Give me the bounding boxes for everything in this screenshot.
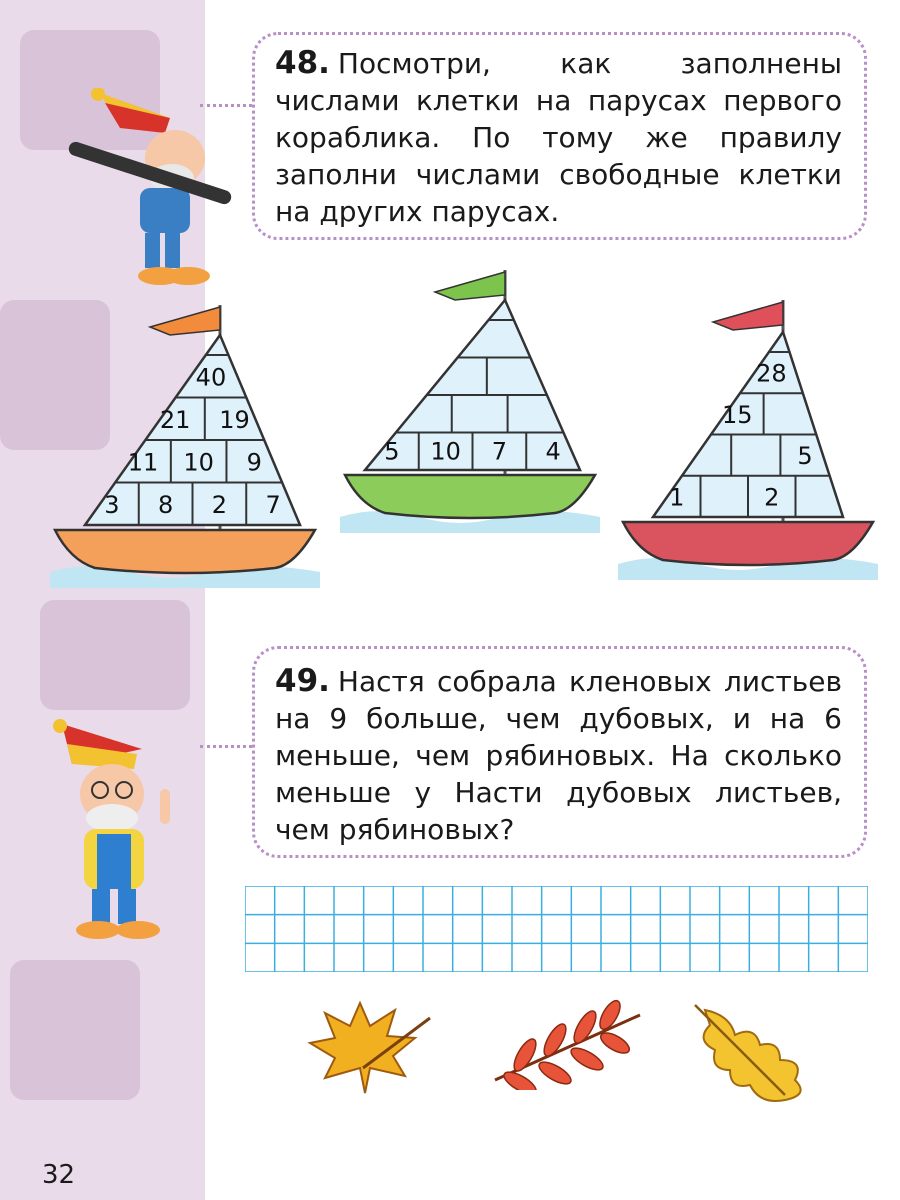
- flag: [713, 302, 783, 330]
- sail-cell-number: 40: [195, 363, 227, 392]
- puzzle-piece: [10, 960, 140, 1100]
- oak-leaf-icon: [690, 1000, 820, 1105]
- hull: [55, 530, 315, 573]
- boat-2: [340, 265, 600, 545]
- task-49-text: [275, 663, 842, 848]
- hull: [345, 475, 595, 518]
- task-48-text: [275, 45, 842, 230]
- sail-cell-number: 15: [722, 400, 753, 429]
- sail-cell-number: 7: [265, 491, 281, 520]
- flag: [435, 272, 505, 300]
- task-49-body: Настя собрала кленовых листьев на 9 больше, чем дубовых, и на 6 меньше, чем рябиновых. На сколько меньше у Насти дубовых листьев, чем рябиновых?: [275, 665, 842, 846]
- sail-cell-number: 5: [384, 437, 400, 466]
- sail-cell-number: 5: [797, 442, 813, 471]
- boat-3: [618, 292, 878, 587]
- sail-cell-number: 8: [157, 491, 174, 520]
- sail-cell-number: 10: [183, 448, 214, 477]
- gnome-with-pen-icon: [60, 88, 240, 288]
- flag: [150, 307, 220, 335]
- puzzle-piece: [40, 600, 190, 710]
- dotted-connector: [200, 745, 252, 748]
- gnome-pointing-icon: [42, 714, 202, 944]
- maple-leaf-icon: [305, 998, 435, 1098]
- sail-cell-number: 9: [246, 448, 262, 477]
- sail-cell-number: 4: [545, 437, 561, 466]
- dotted-connector: [200, 104, 252, 107]
- task-49-number: 49.: [275, 663, 330, 699]
- rowan-leaf-icon: [485, 995, 645, 1090]
- sail-cell-number: 7: [491, 437, 508, 466]
- sail-cell-number: 2: [764, 483, 780, 512]
- sail-cell-number: 11: [127, 448, 159, 477]
- hull: [623, 522, 873, 565]
- page-number: 32: [42, 1160, 76, 1190]
- sail-cell-number: 2: [211, 491, 228, 520]
- sail-cell-number: 1: [669, 483, 685, 512]
- task-48-box: [252, 32, 867, 240]
- task-49-box: [252, 646, 867, 858]
- sail-cell-number: 3: [104, 491, 120, 520]
- sail-cell-number: 28: [756, 359, 787, 388]
- task-48-body: Посмотри, как заполнены числами клетки на парусах первого кораблика. По тому же правилу заполни числами свободные клетки на других парусах.: [275, 47, 842, 228]
- sail-cell-number: 21: [159, 406, 191, 435]
- boat-1: [50, 300, 320, 590]
- sail-cell-number: 10: [430, 437, 461, 466]
- sail-cell-number: 19: [219, 406, 250, 435]
- answer-grid[interactable]: [245, 886, 868, 972]
- task-48-number: 48.: [275, 45, 330, 81]
